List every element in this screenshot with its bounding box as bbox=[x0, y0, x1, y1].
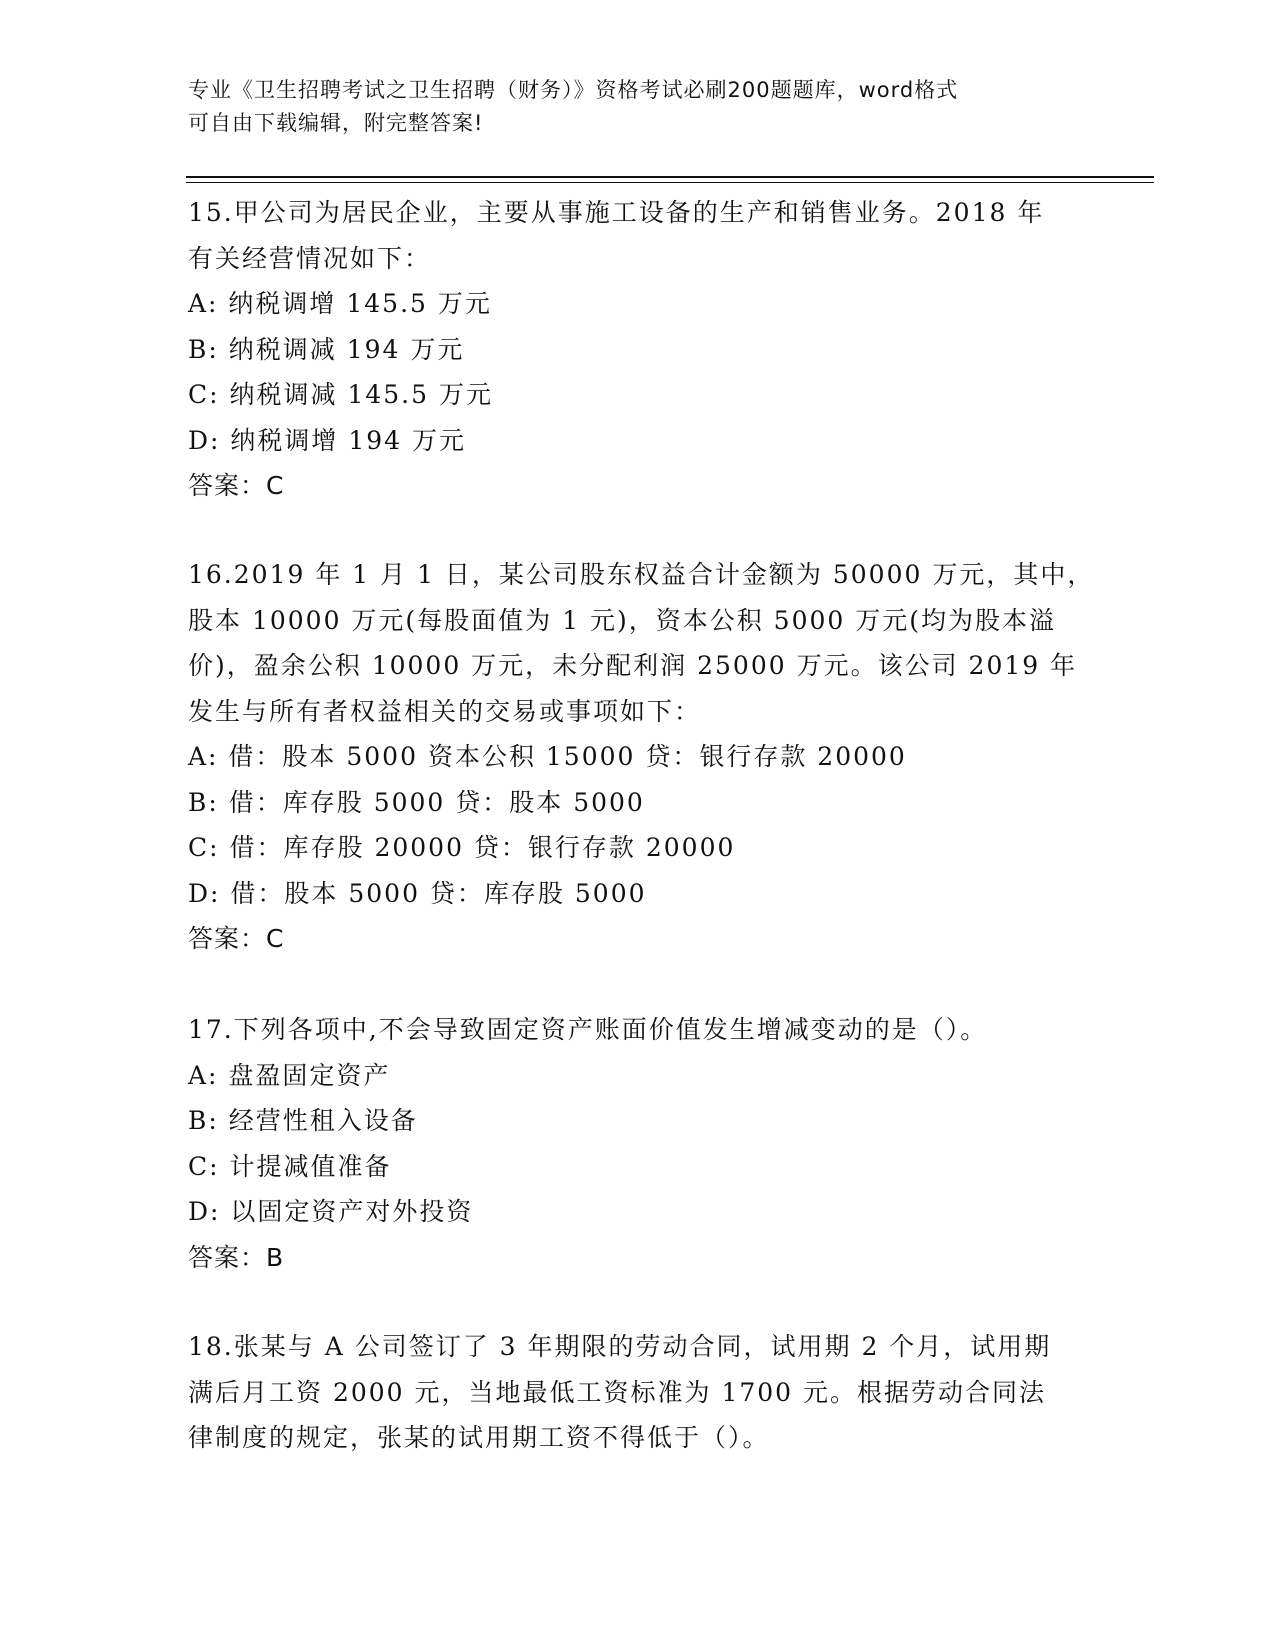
question-stem-line: 18.张某与 A 公司签订了 3 年期限的劳动合同，试用期 2 个月，试用期 bbox=[188, 1332, 1052, 1361]
question-17 bbox=[188, 1007, 1088, 1280]
option-c: C: 纳税调减 145.5 万元 bbox=[188, 380, 493, 409]
option-d: D: 纳税调增 194 万元 bbox=[188, 425, 467, 455]
header-rule-thick bbox=[186, 176, 1154, 178]
document-header bbox=[188, 74, 1068, 140]
option-c: C: 计提减值准备 bbox=[188, 1151, 392, 1181]
question-stem-line: 17.下列各项中,不会导致固定资产账面价值发生增减变动的是（）。 bbox=[188, 1015, 988, 1044]
question-16 bbox=[188, 552, 1095, 962]
option-d: D: 借：股本 5000 贷：库存股 5000 bbox=[188, 878, 647, 908]
question-stem-line: 律制度的规定，张某的试用期工资不得低于（）。 bbox=[188, 1423, 770, 1452]
question-stem-line: 发生与所有者权益相关的交易或事项如下： bbox=[188, 696, 702, 726]
answer-line: 答案：C bbox=[188, 924, 285, 953]
question-stem-line: 16.2019 年 1 月 1 日，某公司股东权益合计金额为 50000 万元，其中， bbox=[188, 560, 1095, 589]
question-18 bbox=[188, 1324, 1088, 1461]
question-stem-line: 股本 10000 万元(每股面值为 1 元)，资本公积 5000 万元(均为股本溢 bbox=[188, 605, 1057, 635]
option-b: B: 纳税调减 194 万元 bbox=[188, 334, 465, 364]
question-stem-line: 有关经营情况如下： bbox=[188, 243, 432, 273]
question-15 bbox=[188, 190, 1088, 509]
option-d: D: 以固定资产对外投资 bbox=[188, 1197, 474, 1226]
question-stem-line: 满后月工资 2000 元，当地最低工资标准为 1700 元。根据劳动合同法 bbox=[188, 1377, 1047, 1407]
question-stem-line: 15.甲公司为居民企业，主要从事施工设备的生产和销售业务。2018 年 bbox=[188, 198, 1045, 227]
option-a: A: 借：股本 5000 资本公积 15000 贷：银行存款 20000 bbox=[188, 742, 907, 771]
option-c: C: 借：库存股 20000 贷：银行存款 20000 bbox=[188, 833, 736, 862]
option-a: A: 盘盈固定资产 bbox=[188, 1060, 391, 1090]
header-line-2: 可自由下载编辑，附完整答案! bbox=[188, 111, 484, 135]
option-b: B: 借：库存股 5000 贷：股本 5000 bbox=[188, 787, 645, 817]
answer-line: 答案：B bbox=[188, 1242, 285, 1272]
question-stem-line: 价)，盈余公积 10000 万元，未分配利润 25000 万元。该公司 2019 年 bbox=[188, 651, 1078, 680]
header-rule-thin bbox=[186, 182, 1154, 183]
answer-line: 答案：C bbox=[188, 471, 285, 500]
option-b: B: 经营性租入设备 bbox=[188, 1106, 418, 1135]
option-a: A: 纳税调增 145.5 万元 bbox=[188, 289, 492, 318]
header-line-1: 专业《卫生招聘考试之卫生招聘（财务）》资格考试必刷200题题库，word格式 bbox=[188, 78, 959, 102]
